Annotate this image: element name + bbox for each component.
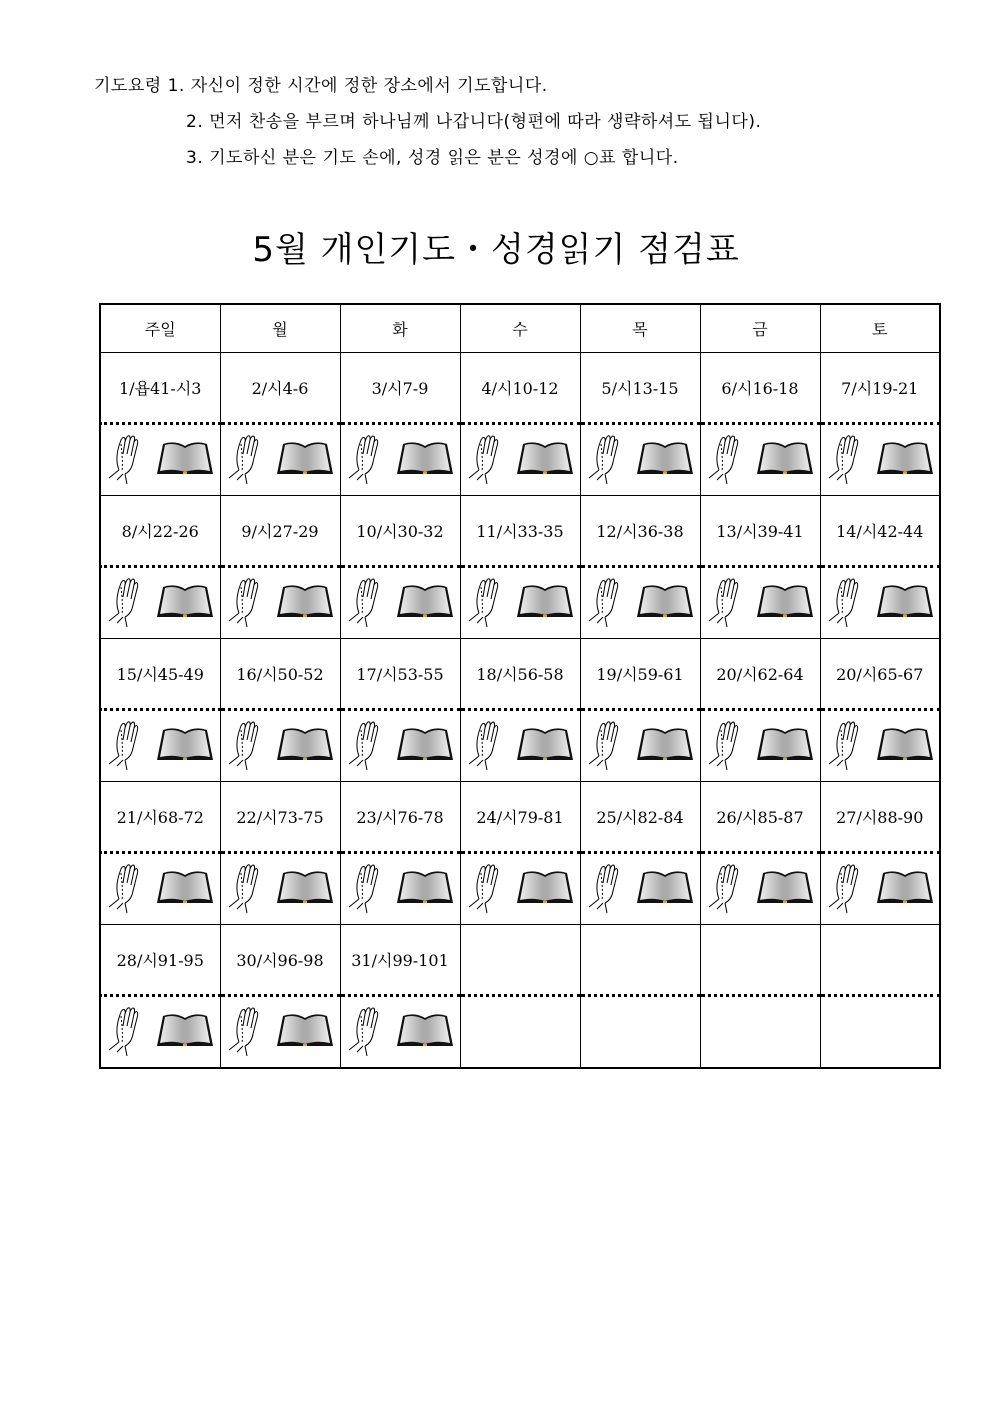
reading-cell: 15/시45-49 [100, 639, 220, 710]
praying-hands-icon[interactable] [225, 430, 269, 490]
reading-cell: 11/시33-35 [460, 496, 580, 567]
praying-hands-icon[interactable] [105, 716, 149, 776]
reading-row [100, 639, 940, 710]
open-bible-icon[interactable] [755, 581, 815, 625]
guide-item: 2. 먼저 찬송을 부르며 하나님께 나갑니다(형편에 따라 생략하셔도 됩니다). [186, 112, 762, 132]
praying-hands-icon[interactable] [225, 1002, 269, 1062]
open-bible-icon[interactable] [155, 581, 215, 625]
open-bible-icon[interactable] [395, 867, 455, 911]
reading-row [100, 353, 940, 424]
check-cell [220, 996, 340, 1069]
praying-hands-icon[interactable] [825, 573, 869, 633]
praying-hands-icon[interactable] [585, 716, 629, 776]
reading-cell: 14/시42-44 [820, 496, 940, 567]
praying-hands-icon[interactable] [585, 430, 629, 490]
open-bible-icon[interactable] [275, 438, 335, 482]
empty-cell [580, 996, 700, 1069]
empty-cell [820, 996, 940, 1069]
open-bible-icon[interactable] [395, 1010, 455, 1054]
reading-cell: 30/시96-98 [220, 925, 340, 996]
praying-hands-icon[interactable] [705, 430, 749, 490]
prayer-guide [94, 68, 761, 176]
open-bible-icon[interactable] [635, 724, 695, 768]
reading-row [100, 925, 940, 996]
open-bible-icon[interactable] [635, 867, 695, 911]
praying-hands-icon[interactable] [345, 430, 389, 490]
reading-cell: 28/시91-95 [100, 925, 220, 996]
praying-hands-icon[interactable] [345, 859, 389, 919]
open-bible-icon[interactable] [155, 724, 215, 768]
praying-hands-icon[interactable] [825, 859, 869, 919]
guide-line-2 [94, 104, 761, 140]
praying-hands-icon[interactable] [705, 573, 749, 633]
reading-cell: 22/시73-75 [220, 782, 340, 853]
praying-hands-icon[interactable] [585, 573, 629, 633]
guide-line-3 [94, 140, 761, 176]
open-bible-icon[interactable] [155, 438, 215, 482]
reading-cell: 20/시62-64 [700, 639, 820, 710]
reading-cell: 18/시56-58 [460, 639, 580, 710]
check-cell [700, 710, 820, 782]
open-bible-icon[interactable] [275, 581, 335, 625]
guide-label: 기도요령 [94, 76, 162, 96]
open-bible-icon[interactable] [875, 581, 935, 625]
open-bible-icon[interactable] [635, 438, 695, 482]
praying-hands-icon[interactable] [465, 859, 509, 919]
reading-cell [460, 925, 580, 996]
open-bible-icon[interactable] [155, 867, 215, 911]
open-bible-icon[interactable] [515, 724, 575, 768]
open-bible-icon[interactable] [875, 867, 935, 911]
reading-cell: 31/시99-101 [340, 925, 460, 996]
open-bible-icon[interactable] [635, 581, 695, 625]
header-row [100, 304, 940, 353]
reading-cell: 7/시19-21 [820, 353, 940, 424]
open-bible-icon[interactable] [875, 438, 935, 482]
reading-cell: 13/시39-41 [700, 496, 820, 567]
day-header: 토 [820, 304, 940, 353]
praying-hands-icon[interactable] [465, 573, 509, 633]
reading-cell: 2/시4-6 [220, 353, 340, 424]
check-cell [460, 424, 580, 496]
reading-cell: 24/시79-81 [460, 782, 580, 853]
check-cell [820, 853, 940, 925]
check-cell [340, 567, 460, 639]
check-row [100, 996, 940, 1069]
praying-hands-icon[interactable] [345, 573, 389, 633]
praying-hands-icon[interactable] [105, 859, 149, 919]
open-bible-icon[interactable] [275, 1010, 335, 1054]
check-cell [100, 996, 220, 1069]
reading-cell: 17/시53-55 [340, 639, 460, 710]
check-cell [220, 424, 340, 496]
check-cell [460, 567, 580, 639]
check-row [100, 424, 940, 496]
check-cell [820, 710, 940, 782]
reading-cell: 26/시85-87 [700, 782, 820, 853]
praying-hands-icon[interactable] [345, 716, 389, 776]
check-cell [100, 853, 220, 925]
check-cell [700, 567, 820, 639]
check-cell [580, 567, 700, 639]
reading-cell: 12/시36-38 [580, 496, 700, 567]
check-cell [580, 853, 700, 925]
check-row [100, 567, 940, 639]
reading-row [100, 782, 940, 853]
open-bible-icon[interactable] [275, 867, 335, 911]
reading-cell: 25/시82-84 [580, 782, 700, 853]
praying-hands-icon[interactable] [705, 716, 749, 776]
praying-hands-icon[interactable] [225, 859, 269, 919]
reading-cell: 27/시88-90 [820, 782, 940, 853]
open-bible-icon[interactable] [515, 581, 575, 625]
reading-cell [820, 925, 940, 996]
guide-item: 3. 기도하신 분은 기도 손에, 성경 읽은 분은 성경에 ○표 합니다. [186, 148, 679, 168]
check-cell [220, 567, 340, 639]
check-cell [340, 710, 460, 782]
reading-cell: 8/시22-26 [100, 496, 220, 567]
open-bible-icon[interactable] [275, 724, 335, 768]
check-cell [340, 424, 460, 496]
check-cell [700, 424, 820, 496]
check-cell [220, 710, 340, 782]
open-bible-icon[interactable] [515, 867, 575, 911]
praying-hands-icon[interactable] [105, 573, 149, 633]
reading-cell: 5/시13-15 [580, 353, 700, 424]
reading-cell [580, 925, 700, 996]
checklist-table [99, 303, 941, 1069]
check-row [100, 853, 940, 925]
praying-hands-icon[interactable] [225, 716, 269, 776]
check-row [100, 710, 940, 782]
check-cell [220, 853, 340, 925]
day-header: 금 [700, 304, 820, 353]
reading-cell: 21/시68-72 [100, 782, 220, 853]
reading-cell [700, 925, 820, 996]
page-title: 5월 개인기도・성경읽기 점검표 [252, 230, 740, 270]
open-bible-icon[interactable] [515, 438, 575, 482]
check-cell [820, 424, 940, 496]
praying-hands-icon[interactable] [345, 1002, 389, 1062]
open-bible-icon[interactable] [755, 724, 815, 768]
praying-hands-icon[interactable] [465, 716, 509, 776]
praying-hands-icon[interactable] [105, 1002, 149, 1062]
reading-cell: 3/시7-9 [340, 353, 460, 424]
open-bible-icon[interactable] [755, 438, 815, 482]
open-bible-icon[interactable] [395, 581, 455, 625]
open-bible-icon[interactable] [395, 724, 455, 768]
reading-cell: 6/시16-18 [700, 353, 820, 424]
check-cell [580, 710, 700, 782]
reading-row [100, 496, 940, 567]
check-cell [100, 424, 220, 496]
reading-cell: 1/욥41-시3 [100, 353, 220, 424]
day-header: 목 [580, 304, 700, 353]
praying-hands-icon[interactable] [105, 430, 149, 490]
praying-hands-icon[interactable] [585, 859, 629, 919]
guide-item: 1. 자신이 정한 시간에 정한 장소에서 기도합니다. [167, 76, 548, 96]
check-cell [340, 996, 460, 1069]
check-cell [100, 567, 220, 639]
check-cell [460, 853, 580, 925]
reading-cell: 16/시50-52 [220, 639, 340, 710]
praying-hands-icon[interactable] [465, 430, 509, 490]
praying-hands-icon[interactable] [705, 859, 749, 919]
day-header: 화 [340, 304, 460, 353]
empty-cell [700, 996, 820, 1069]
check-cell [460, 710, 580, 782]
guide-line-1 [94, 68, 761, 104]
reading-cell: 19/시59-61 [580, 639, 700, 710]
praying-hands-icon[interactable] [825, 430, 869, 490]
reading-cell: 9/시27-29 [220, 496, 340, 567]
open-bible-icon[interactable] [395, 438, 455, 482]
open-bible-icon[interactable] [875, 724, 935, 768]
reading-cell: 23/시76-78 [340, 782, 460, 853]
reading-cell: 4/시10-12 [460, 353, 580, 424]
day-header: 월 [220, 304, 340, 353]
check-cell [580, 424, 700, 496]
day-header: 주일 [100, 304, 220, 353]
check-cell [100, 710, 220, 782]
open-bible-icon[interactable] [155, 1010, 215, 1054]
open-bible-icon[interactable] [755, 867, 815, 911]
reading-cell: 20/시65-67 [820, 639, 940, 710]
check-cell [700, 853, 820, 925]
check-cell [340, 853, 460, 925]
empty-cell [460, 996, 580, 1069]
reading-cell: 10/시30-32 [340, 496, 460, 567]
praying-hands-icon[interactable] [825, 716, 869, 776]
day-header: 수 [460, 304, 580, 353]
check-cell [820, 567, 940, 639]
praying-hands-icon[interactable] [225, 573, 269, 633]
